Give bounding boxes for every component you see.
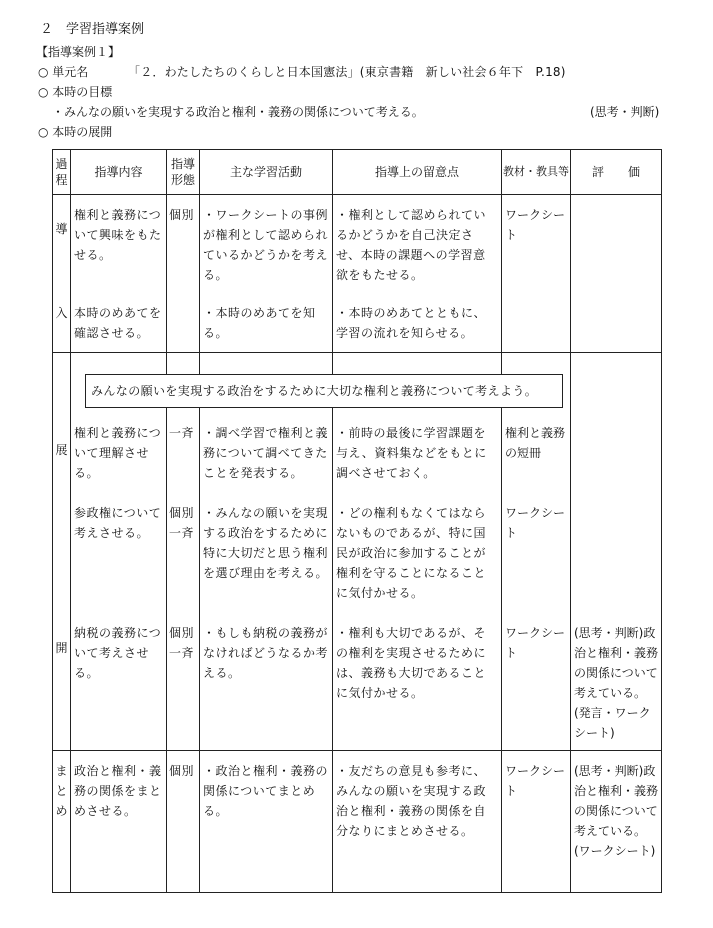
materials-cell: 権利と義務の短冊 [505,426,566,460]
form-cell: 個別 [169,208,195,222]
materials-cell: ワークシート [505,626,566,660]
stage-cell [53,751,71,893]
content-cell: 納税の義務について考えさせる。 [74,626,162,680]
lesson-task-box: みんなの願いを実現する政治をするために大切な権利と義務について考えよう。 [85,374,563,408]
goal-text: ・みんなの願いを実現する政治と権利・義務の関係について考える。 [52,105,424,119]
activity-cell: ・本時のめあてを知る。 [203,306,316,340]
content-cell: 権利と義務について理解させる。 [74,426,162,480]
notes-cell: ・権利も大切であるが、その権利を実現させるためには、義務も大切であることに気付かせる。 [336,626,487,700]
unit-value: 「２．わたしたちのくらしと日本国憲法」(東京書籍 新しい社会６年下 P.18) [128,65,566,79]
materials-cell: ワークシート [505,506,566,540]
table-row [53,195,662,353]
goal-evaluation: (思考・判断) [590,105,660,119]
stage-label: 展 [55,443,68,457]
stage-cell [53,353,71,751]
notes-cell: ・前時の最後に学習課題を与え、資料集などをもとに調べさせておく。 [336,426,487,480]
header-notes: 指導上の留意点 [333,150,502,195]
form-cell: 一斉 [169,426,195,440]
unit-label: ○ 単元名 [38,65,89,79]
notes-cell: ・本時のめあてとともに、学習の流れを知らせる。 [336,306,487,340]
header-content: 指導内容 [71,150,167,195]
content-cell: 政治と権利・義務の関係をまとめさせる。 [74,764,162,818]
content-cell: 本時のめあてを確認させる。 [74,306,162,340]
goal-label: ○ 本時の目標 [38,85,113,99]
form-cell: 個別 一斉 [169,626,195,660]
table-row [53,751,662,893]
activity-cell: ・もしも納税の義務がなければどうなるか考える。 [203,626,329,680]
notes-cell: ・友だちの意見も参考に、みんなの願いを実現する政治と権利・義務の関係を自分なりにまとめさせる。 [336,764,487,838]
development-label: ○ 本時の展開 [38,125,113,139]
materials-cell: ワークシート [505,764,566,798]
activity-cell: ・みんなの願いを実現する政治をするために特に大切だと思う権利を選び理由を考える。 [203,506,329,580]
stage-cell [53,195,71,353]
header-evaluation: 評 価 [571,150,662,195]
stage-label: まとめ [55,764,68,818]
notes-cell: ・権利として認められているかどうかを自己決定させ、本時の課題への学習意欲をもたせる。 [336,208,487,282]
content-cell: 権利と義務について興味をもたせる。 [74,208,162,262]
header-stage: 過程 [53,150,71,195]
activity-cell: ・ワークシートの事例が権利として認められているかどうかを考える。 [203,208,329,282]
header-form: 指導形態 [167,150,200,195]
header-activity: 主な学習活動 [200,150,333,195]
case-label: 【指導案例１】 [36,45,121,59]
form-cell: 個別 [169,764,195,778]
section-title: ２ 学習指導案例 [40,22,145,37]
stage-label: 導 [55,222,68,236]
stage-label: 開 [55,641,68,655]
materials-cell: ワークシート [505,208,566,242]
activity-cell: ・政治と権利・義務の関係についてまとめる。 [203,764,329,818]
table-row [53,353,662,751]
header-materials: 教材・教具等 [502,150,571,195]
form-cell: 個別 一斉 [169,506,195,540]
notes-cell: ・どの権利もなくてはならないものであるが、特に国民が政治に参加することが権利を守ることになることに気付かせる。 [336,506,487,600]
lesson-plan-table [52,149,662,893]
content-cell: 参政権について考えさせる。 [74,506,162,540]
table-header-row [53,150,662,195]
stage-label: 入 [55,306,68,320]
evaluation-cell: (思考・判断)政治と権利・義務の関係について考えている。(発言・ワークシート) [574,626,659,740]
evaluation-cell: (思考・判断)政治と権利・義務の関係について考えている。(ワークシート) [574,764,659,858]
evaluation-cell [571,195,662,353]
activity-cell: ・調べ学習で権利と義務について調べてきたことを発表する。 [203,426,329,480]
